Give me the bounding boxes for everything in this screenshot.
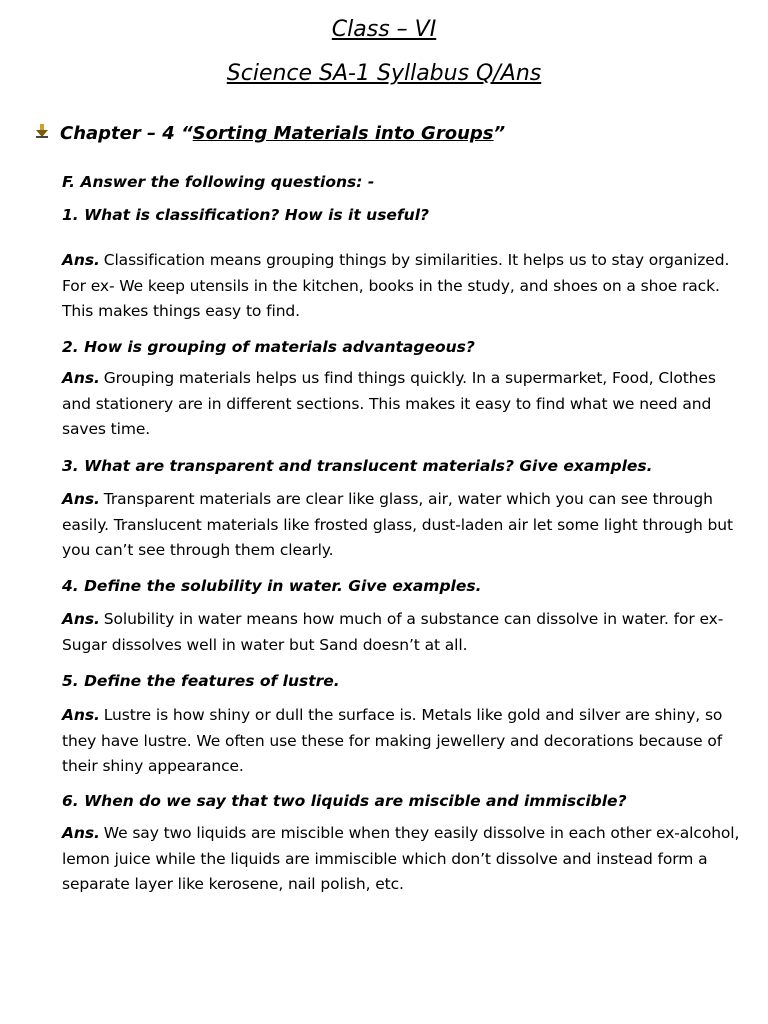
qa-item [62,789,748,898]
qa-item [62,574,748,658]
answer-text: Transparent materials are clear like glass, air, water which you can see through easily. Translucent materials like frosted glass, dust-laden air let some light through but you can’t see through them clearly. [62,490,733,559]
qa-item [62,335,748,443]
answer-text: Classification means grouping things by similarities. It helps us to stay organized. For ex- We keep utensils in the kitchen, books in the study, and shoes on a shoe rack. This makes things easy to find. [62,251,730,320]
question: 6. When do we say that two liquids are miscible and immiscible? [62,792,627,810]
ans-label: Ans. [62,490,100,508]
answer [62,487,748,564]
answer [62,248,748,325]
chapter-prefix: Chapter – 4 “ [60,123,193,144]
down-arrow-bullet-icon [36,120,50,146]
qa-item [62,203,748,325]
answer-text: Grouping materials helps us find things quickly. In a supermarket, Food, Clothes and stationery are in different sections. This makes it easy to find what we need and saves time. [62,369,716,438]
chapter-heading [36,120,505,147]
answer-text: Lustre is how shiny or dull the surface is. Metals like gold and silver are shiny, so they have lustre. We often use these for making jewellery and decorations because of their shiny appearance. [62,706,723,775]
chapter-suffix: ” [493,123,506,144]
subject-title: Science SA-1 Syllabus Q/Ans [226,61,542,86]
qa-item [62,669,748,780]
answer [62,366,748,443]
question: 4. Define the solubility in water. Give examples. [62,577,482,595]
answer [62,607,748,658]
ans-label: Ans. [62,610,100,628]
chapter-title: Sorting Materials into Groups [192,123,494,144]
qa-item [62,454,748,564]
class-title: Class – VI [331,17,437,42]
question: 3. What are transparent and translucent materials? Give examples. [62,457,653,475]
ans-label: Ans. [62,824,100,842]
question: 1. What is classification? How is it useful? [62,206,430,224]
ans-label: Ans. [62,251,100,269]
answer-text: We say two liquids are miscible when they easily dissolve in each other ex-alcohol, lemon juice while the liquids are immiscible which don’t dissolve and instead form a separate layer like kerosene, nail polish, etc. [62,824,740,893]
question: 5. Define the features of lustre. [62,672,340,690]
section-heading: F. Answer the following questions: - [62,173,375,191]
answer [62,703,748,780]
answer-text: Solubility in water means how much of a substance can dissolve in water. for ex- Sugar dissolves well in water but Sand doesn’t at all. [62,610,724,654]
question: 2. How is grouping of materials advantageous? [62,338,475,356]
ans-label: Ans. [62,369,100,387]
ans-label: Ans. [62,706,100,724]
answer [62,821,748,898]
